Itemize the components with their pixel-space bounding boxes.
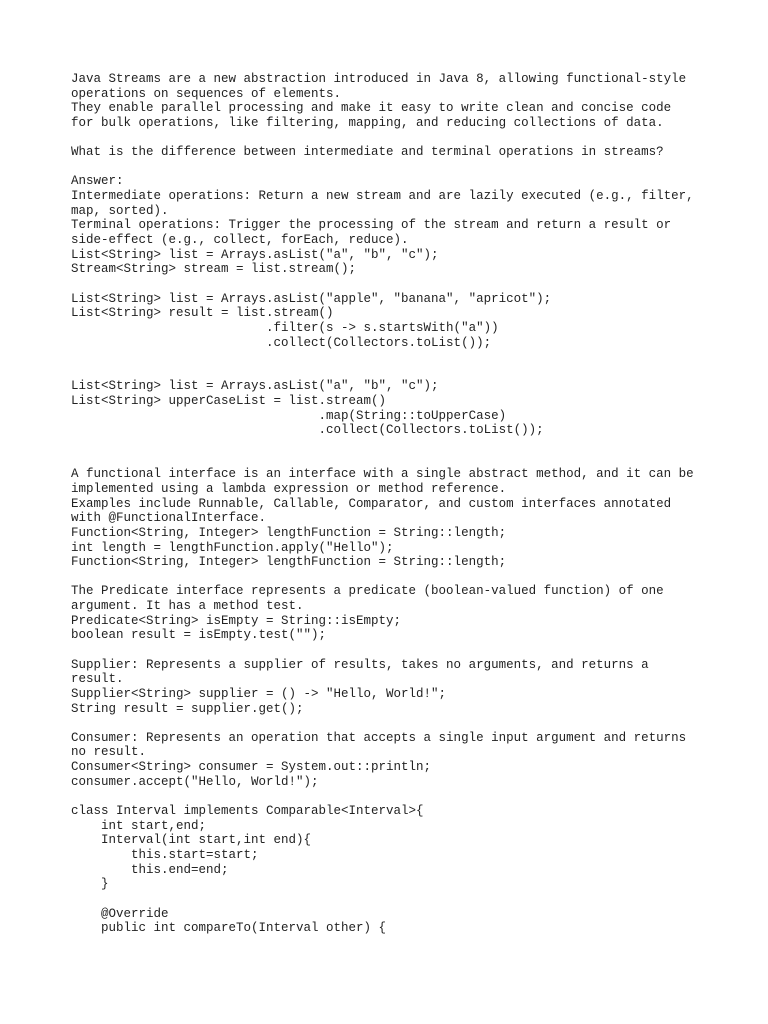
text-line: Consumer: Represents an operation that accepts a single input argument and returns bbox=[71, 730, 687, 745]
code-line: consumer.accept("Hello, World!"); bbox=[71, 774, 319, 789]
code-line: Function<String, Integer> lengthFunction = String::length; bbox=[71, 525, 507, 540]
blank-line bbox=[71, 453, 731, 468]
blank-line bbox=[71, 643, 731, 658]
blank-line bbox=[71, 160, 731, 175]
text-line: Intermediate operations: Return a new stream and are lazily executed (e.g., filter, bbox=[71, 189, 694, 204]
text-line: Java Streams are a new abstraction introduced in Java 8, allowing functional-style bbox=[71, 72, 687, 86]
code-line: public int compareTo(Interval other) { bbox=[71, 921, 387, 936]
blank-line bbox=[71, 131, 731, 146]
document-page bbox=[71, 72, 731, 936]
code-line: .collect(Collectors.toList()); bbox=[71, 335, 492, 350]
code-line: List<String> upperCaseList = list.stream() bbox=[71, 394, 387, 409]
code-line: int start,end; bbox=[71, 818, 207, 833]
blank-line bbox=[71, 892, 731, 907]
code-line: Function<String, Integer> lengthFunction = String::length; bbox=[71, 555, 507, 570]
blank-line bbox=[71, 365, 731, 380]
text-line: with @FunctionalInterface. bbox=[71, 511, 267, 526]
text-line: no result. bbox=[71, 745, 147, 760]
code-line: Consumer<String> consumer = System.out::println; bbox=[71, 760, 432, 775]
code-line: Supplier<String> supplier = () -> "Hello, World!"; bbox=[71, 686, 447, 701]
answer-heading: Answer: bbox=[71, 174, 124, 189]
blank-line bbox=[71, 438, 731, 453]
code-line: String result = supplier.get(); bbox=[71, 701, 304, 716]
blank-line bbox=[71, 350, 731, 365]
text-line: for bulk operations, like filtering, mapping, and reducing collections of data. bbox=[71, 115, 664, 130]
text-line: Supplier: Represents a supplier of results, takes no arguments, and returns a bbox=[71, 657, 649, 672]
code-line: boolean result = isEmpty.test(""); bbox=[71, 628, 327, 643]
code-line: } bbox=[71, 877, 109, 892]
code-line: List<String> result = list.stream() bbox=[71, 306, 334, 321]
code-line: Stream<String> stream = list.stream(); bbox=[71, 262, 357, 277]
code-line: .map(String::toUpperCase) bbox=[71, 408, 507, 423]
text-line: Terminal operations: Trigger the processing of the stream and return a result or bbox=[71, 218, 672, 233]
code-line: List<String> list = Arrays.asList("apple", "banana", "apricot"); bbox=[71, 291, 552, 306]
code-line: @Override bbox=[71, 906, 169, 921]
code-line: .filter(s -> s.startsWith("a")) bbox=[71, 320, 499, 335]
text-line: map, sorted). bbox=[71, 203, 169, 218]
blank-line bbox=[71, 789, 731, 804]
text-line: implemented using a lambda expression or method reference. bbox=[71, 481, 507, 496]
text-line: A functional interface is an interface with a single abstract method, and it can be bbox=[71, 467, 694, 482]
code-line: .collect(Collectors.toList()); bbox=[71, 423, 544, 438]
text-line: They enable parallel processing and make it easy to write clean and concise code bbox=[71, 101, 672, 116]
text-line: operations on sequences of elements. bbox=[71, 86, 342, 101]
code-line: this.start=start; bbox=[71, 847, 259, 862]
question-line: What is the difference between intermediate and terminal operations in streams? bbox=[71, 145, 664, 160]
code-line: Interval(int start,int end){ bbox=[71, 833, 312, 848]
text-line: result. bbox=[71, 672, 124, 687]
code-line: int length = lengthFunction.apply("Hello"); bbox=[71, 540, 394, 555]
code-line: List<String> list = Arrays.asList("a", "b", "c"); bbox=[71, 247, 439, 262]
text-line: Examples include Runnable, Callable, Comparator, and custom interfaces annotated bbox=[71, 496, 672, 511]
code-line: List<String> list = Arrays.asList("a", "b", "c"); bbox=[71, 379, 439, 394]
code-line: class Interval implements Comparable<Interval>{ bbox=[71, 804, 424, 819]
text-line: The Predicate interface represents a predicate (boolean-valued function) of one bbox=[71, 584, 664, 599]
code-line: this.end=end; bbox=[71, 862, 229, 877]
text-line: side-effect (e.g., collect, forEach, reduce). bbox=[71, 233, 409, 248]
text-line: argument. It has a method test. bbox=[71, 599, 304, 614]
blank-line bbox=[71, 570, 731, 585]
code-line: Predicate<String> isEmpty = String::isEmpty; bbox=[71, 613, 402, 628]
blank-line bbox=[71, 716, 731, 731]
blank-line bbox=[71, 277, 731, 292]
